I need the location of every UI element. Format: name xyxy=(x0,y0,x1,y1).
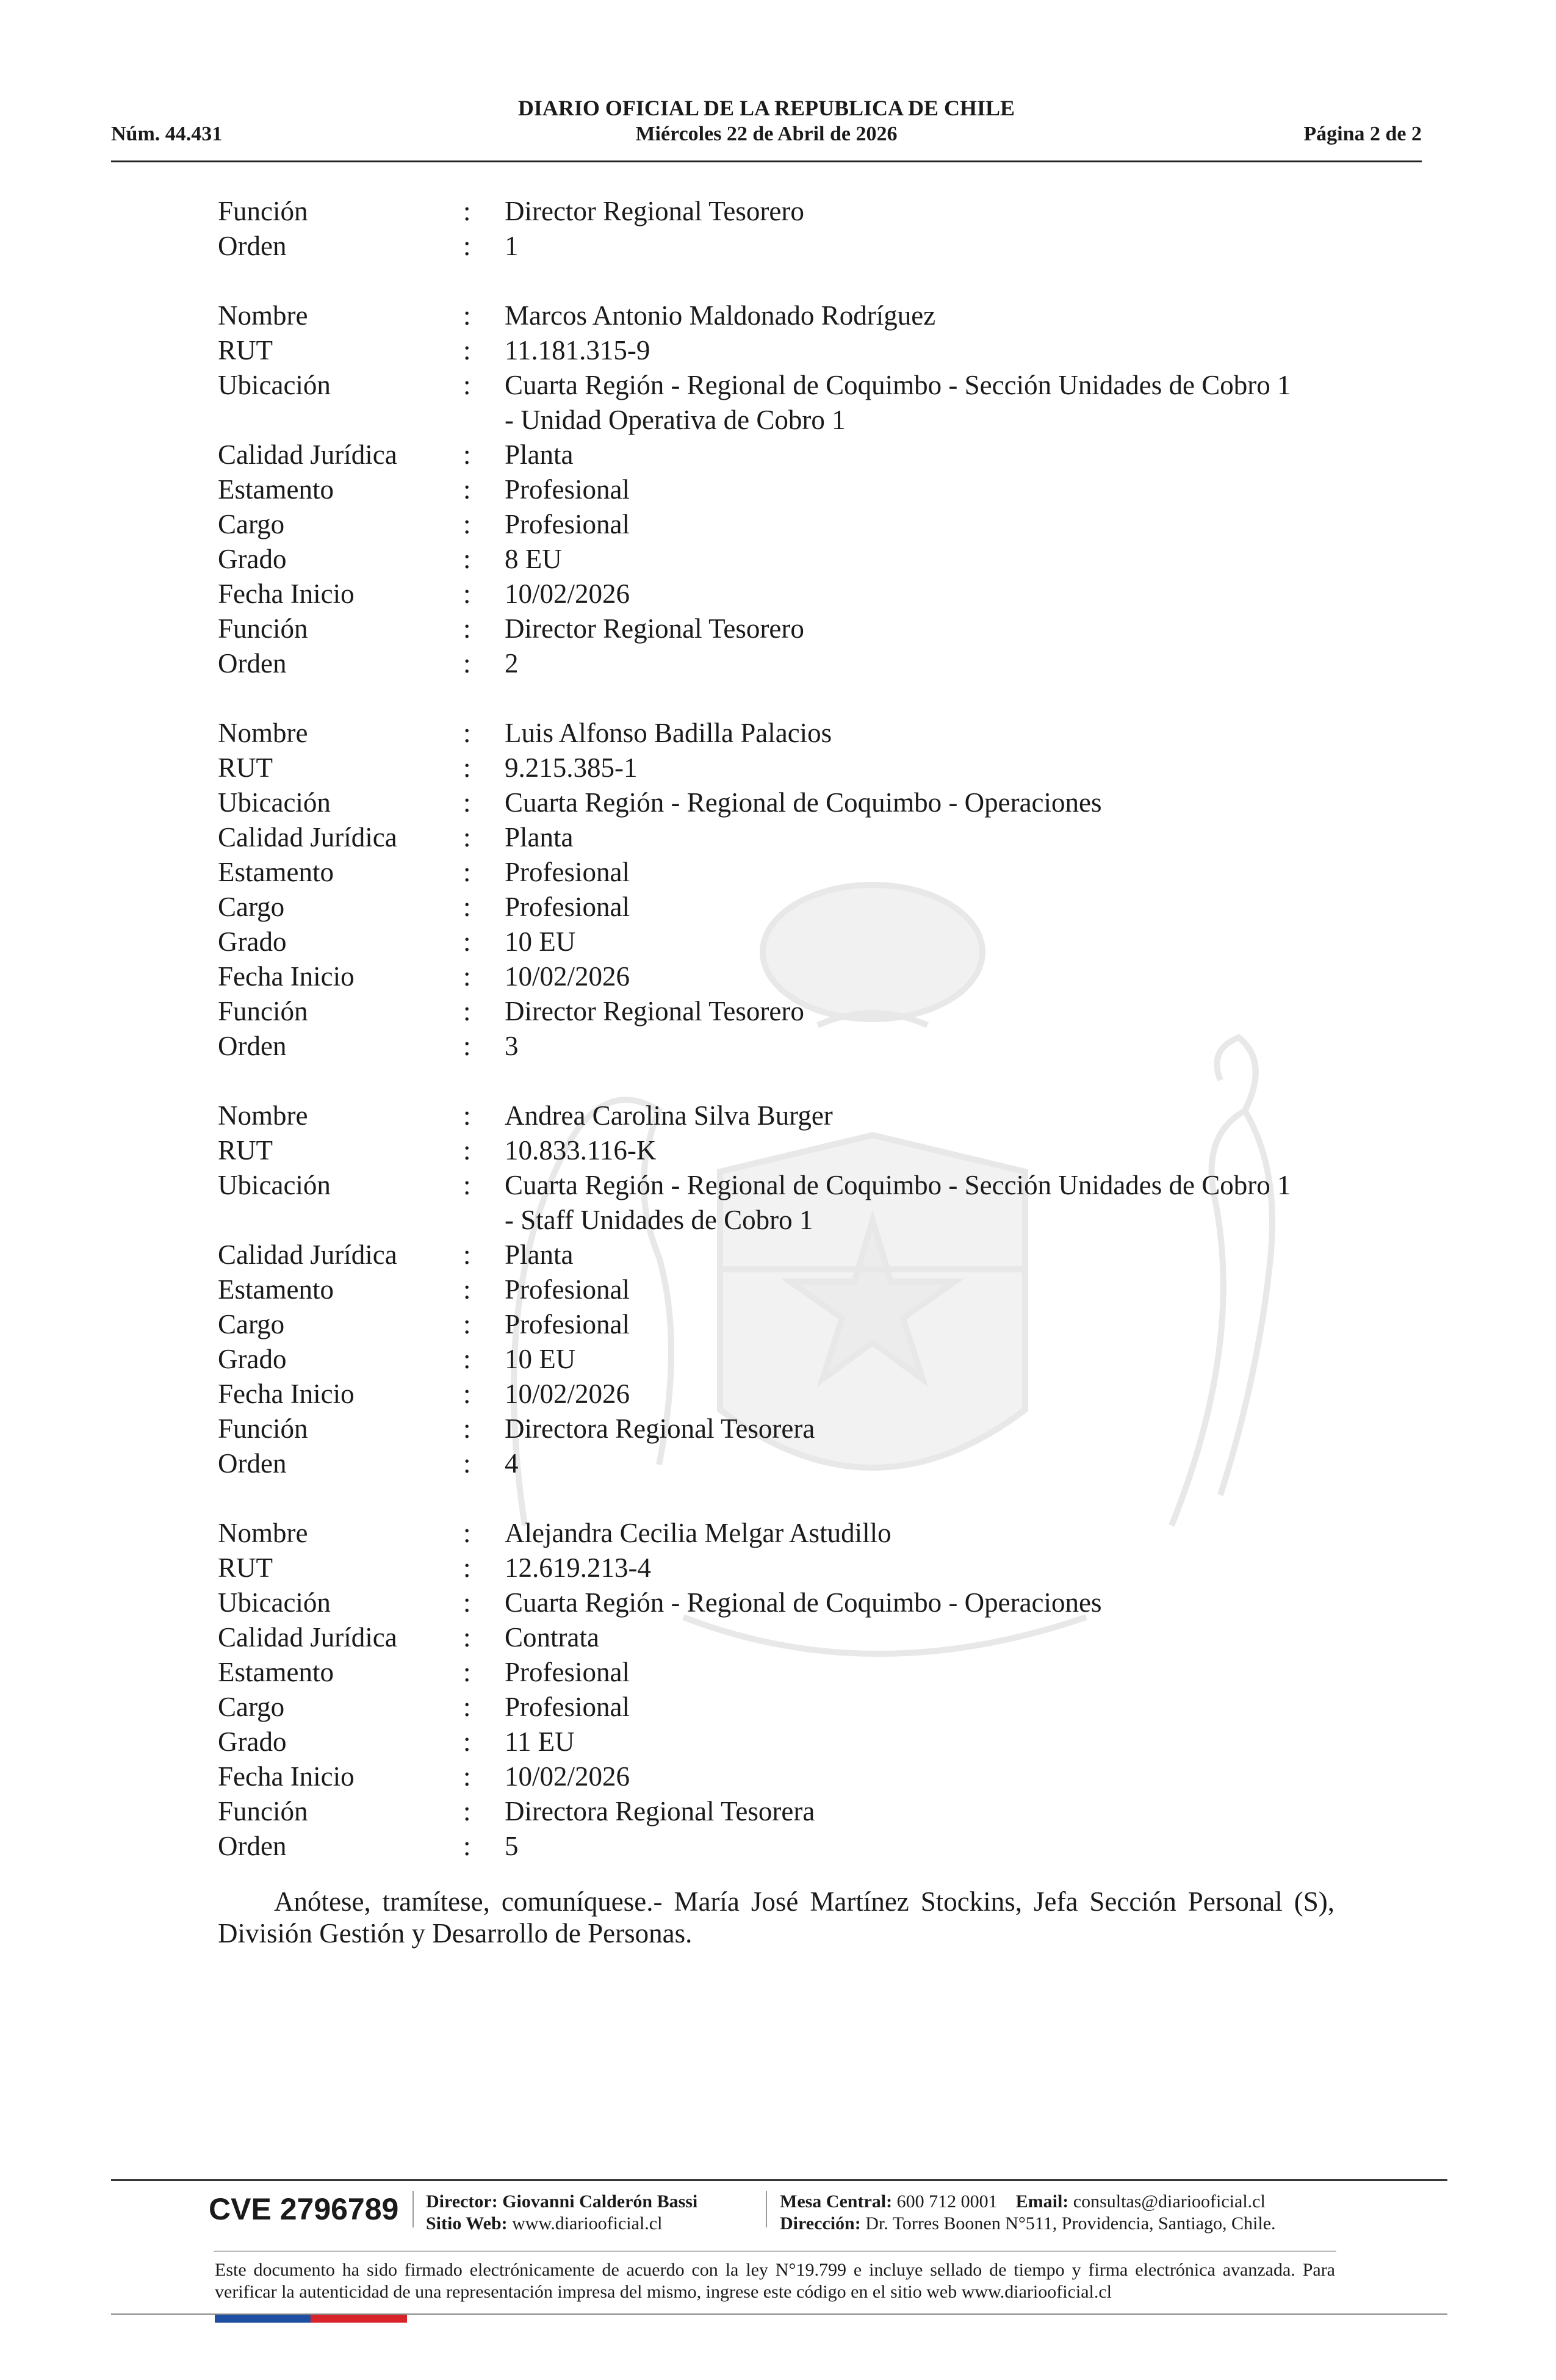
field-row: Orden : 1 xyxy=(218,229,1334,264)
person-rut: 10.833.116-K xyxy=(505,1135,657,1166)
personnel-record: Nombre : Alejandra Cecilia Melgar Astudillo RUT : 12.619.213-4 Ubicación : Cuarta Región - Regional de Coquimbo - Operaciones Calidad Jurídica : Contrata Estamento : Profesional Cargo : Profesional Grado : 11 EU Fecha Inicio : 10/02/2026 Función : Directora Regional Tesorera Orden : 5 xyxy=(218,1516,1334,1864)
issue-date: Miércoles 22 de Abril de 2026 xyxy=(635,123,898,145)
closing-paragraph: Anótese, tramítese, comuníquese.- María José Martínez Stockins, Jefa Sección Personal (S), División Gestión y Desarrollo de Personas. xyxy=(218,1886,1334,1949)
person-name: Andrea Carolina Silva Burger xyxy=(505,1100,833,1131)
person-rut: 9.215.385-1 xyxy=(505,752,638,783)
footer-separator xyxy=(412,2191,414,2227)
field-label: Función xyxy=(218,196,308,226)
person-location: Cuarta Región - Regional de Coquimbo - Operaciones xyxy=(505,787,1102,818)
flag-stripe-red xyxy=(311,2315,407,2323)
person-location: Cuarta Región - Regional de Coquimbo - Sección Unidades de Cobro 1 - Unidad Operativa de Cobro 1 xyxy=(505,370,1291,435)
gazette-title: DIARIO OFICIAL DE LA REPUBLICA DE CHILE xyxy=(517,96,1015,120)
field-value: 1 xyxy=(505,231,519,261)
footer-director-block: Director: Giovanni Calderón Bassi Sitio Web: www.diariooficial.cl xyxy=(426,2191,698,2234)
page-header xyxy=(111,95,1422,162)
personnel-record: Nombre : Luis Alfonso Badilla Palacios RUT : 9.215.385-1 Ubicación : Cuarta Región - Regional de Coquimbo - Operaciones Calidad Jurídica : Planta Estamento : Profesional Cargo : Profesional Grado : 10 EU Fecha Inicio : 10/02/2026 Función : Director Regional Tesorero Orden : 3 xyxy=(218,716,1334,1064)
cve-code: CVE 2796789 xyxy=(209,2192,399,2226)
footer-contact-block: Mesa Central: 600 712 0001 Email: consultas@diariooficial.cl Dirección: Dr. Torres Boonen N°511, Providencia, Santiago, Chile. xyxy=(780,2191,1276,2234)
footer-divider xyxy=(214,2251,1336,2252)
person-name: Luis Alfonso Badilla Palacios xyxy=(505,718,832,748)
person-name: Marcos Antonio Maldonado Rodríguez xyxy=(505,300,936,331)
field-value: Director Regional Tesorero xyxy=(505,196,804,226)
field-row: Función : Director Regional Tesorero xyxy=(218,194,1334,229)
email-link[interactable]: consultas@diariooficial.cl xyxy=(1073,2191,1266,2212)
document-body xyxy=(218,194,1334,1864)
personnel-record: Nombre : Marcos Antonio Maldonado Rodríguez RUT : 11.181.315-9 Ubicación : Cuarta Región - Regional de Coquimbo - Sección Unidades de Cobro 1 - Unidad Operativa de Cobro 1 Calidad Jurídica : Planta Estamento : Profesional Cargo : Profesional Grado : 8 EU Fecha Inicio : 10/02/2026 Función : Director Regional Tesorero Orden : 2 xyxy=(218,298,1334,681)
person-location: Cuarta Región - Regional de Coquimbo - Sección Unidades de Cobro 1 - Staff Unidades de Cobro 1 xyxy=(505,1170,1291,1235)
person-rut: 11.181.315-9 xyxy=(505,335,650,366)
site-link[interactable]: www.diariooficial.cl xyxy=(512,2213,663,2234)
signature-note: Este documento ha sido firmado electrónicamente de acuerdo con la ley N°19.799 e incluye sellado de tiempo y firma electrónica avanzada. Para verificar la autenticidad de una representación impresa del mismo, ingrese este código en el sitio web www.diariooficial.cl xyxy=(215,2260,1335,2302)
person-rut: 12.619.213-4 xyxy=(505,1552,651,1583)
field-label: Orden xyxy=(218,231,287,261)
footer-divider xyxy=(111,2179,1447,2181)
footer-separator xyxy=(766,2191,767,2227)
personnel-record: Nombre : Andrea Carolina Silva Burger RUT : 10.833.116-K Ubicación : Cuarta Región - Regional de Coquimbo - Sección Unidades de Cobro 1 - Staff Unidades de Cobro 1 Calidad Jurídica : Planta Estamento : Profesional Cargo : Profesional Grado : 10 EU Fecha Inicio : 10/02/2026 Función : Directora Regional Tesorera Orden : 4 xyxy=(218,1098,1334,1481)
director-name: Giovanni Calderón Bassi xyxy=(502,2191,698,2212)
flag-stripe-blue xyxy=(215,2315,311,2323)
person-location: Cuarta Región - Regional de Coquimbo - Operaciones xyxy=(505,1587,1102,1618)
person-name: Alejandra Cecilia Melgar Astudillo xyxy=(505,1518,891,1548)
page-number: Página 2 de 2 xyxy=(1303,123,1422,145)
issue-number: Núm. 44.431 xyxy=(111,123,223,145)
